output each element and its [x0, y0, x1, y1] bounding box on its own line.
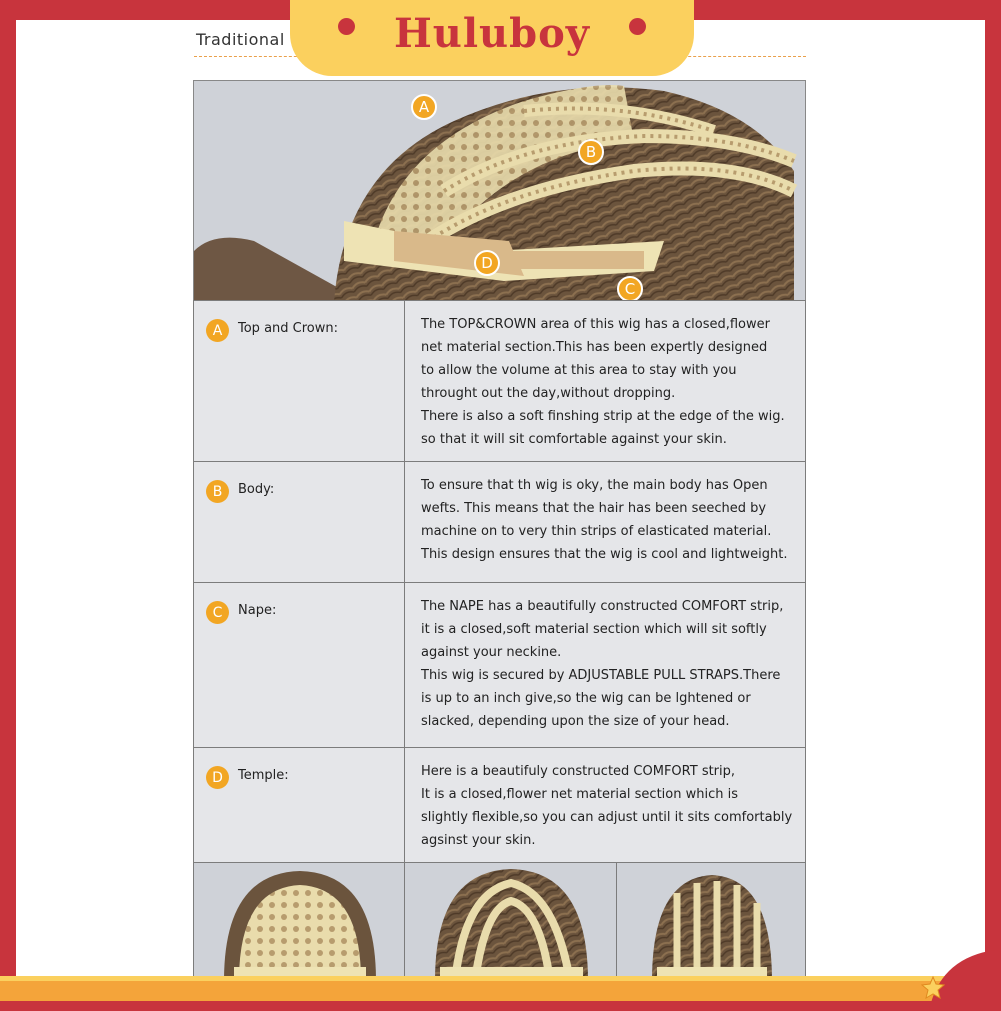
row-description — [421, 474, 799, 566]
section-heading: Traditional — [196, 30, 285, 49]
info-row-nape — [193, 582, 806, 748]
info-row-top-crown — [193, 300, 806, 462]
row-badge: A — [206, 319, 229, 342]
description-line: so that it will sit comfortable against your skin. — [421, 432, 727, 447]
description-line: There is also a soft finshing strip at the edge of the wig. — [421, 409, 785, 424]
wig-cap-photo — [193, 80, 806, 301]
description-line: This wig is secured by ADJUSTABLE PULL STRAPS.There — [421, 668, 781, 683]
row-label: Body: — [238, 482, 275, 497]
rows-cap-illustration — [617, 863, 806, 980]
row-label-cell — [194, 748, 405, 862]
description-line: machine on to very thin strips of elasticated material. — [421, 524, 772, 539]
description-line: To ensure that th wig is oky, the main body has Open — [421, 478, 768, 493]
description-line: to allow the volume at this area to stay with you — [421, 363, 737, 378]
banner-dot-left — [338, 18, 355, 35]
description-line: This design ensures that the wig is cool and lightweight. — [421, 547, 788, 562]
row-badge: B — [206, 480, 229, 503]
description-line: The NAPE has a beautifully constructed COMFORT strip, — [421, 599, 784, 614]
info-row-body — [193, 461, 806, 583]
bottom-stripe — [0, 976, 1001, 981]
marker-a: A — [411, 94, 437, 120]
description-line: agsinst your skin. — [421, 833, 536, 848]
row-badge: C — [206, 601, 229, 624]
marker-c: C — [617, 276, 643, 301]
description-line: is up to an inch give,so the wig can be lghtened or — [421, 691, 751, 706]
info-row-temple — [193, 747, 806, 863]
wig-cap-illustration — [194, 81, 806, 301]
row-description — [421, 595, 799, 733]
brand-banner — [290, 0, 694, 76]
row-label-cell — [194, 462, 405, 582]
row-description — [421, 313, 799, 451]
row-label: Temple: — [238, 768, 289, 783]
wig-cap-photo-lace — [193, 862, 405, 980]
marker-b: B — [578, 139, 604, 165]
description-line: against your neckine. — [421, 645, 562, 660]
wig-cap-photo-rows — [616, 862, 806, 980]
description-line: throught out the day,without dropping. — [421, 386, 676, 401]
description-line: Here is a beautifuly constructed COMFORT strip, — [421, 764, 736, 779]
description-line: slightly flexible,so you can adjust until it sits comfortably — [421, 810, 793, 825]
description-line: slacked, depending upon the size of your head. — [421, 714, 730, 729]
marker-d: D — [474, 250, 500, 276]
row-label: Top and Crown: — [238, 321, 339, 336]
banner-dot-right — [629, 18, 646, 35]
bottom-band — [0, 976, 1001, 1001]
row-label-cell — [194, 583, 405, 747]
row-description — [421, 760, 799, 852]
row-badge: D — [206, 766, 229, 789]
row-label-cell — [194, 301, 405, 461]
description-line: net material section.This has been expertly designed — [421, 340, 768, 355]
row-label: Nape: — [238, 603, 277, 618]
weft-cap-illustration — [405, 863, 617, 980]
description-line: it is a closed,soft material section which will sit softly — [421, 622, 767, 637]
description-line: The TOP&CROWN area of this wig has a closed,flower — [421, 317, 770, 332]
brand-name: Huluboy — [393, 9, 591, 57]
lace-cap-illustration — [194, 863, 405, 980]
description-line: It is a closed,flower net material section which is — [421, 787, 738, 802]
description-line: wefts. This means that the hair has been seeched by — [421, 501, 767, 516]
wig-cap-photo-wefts — [404, 862, 617, 980]
